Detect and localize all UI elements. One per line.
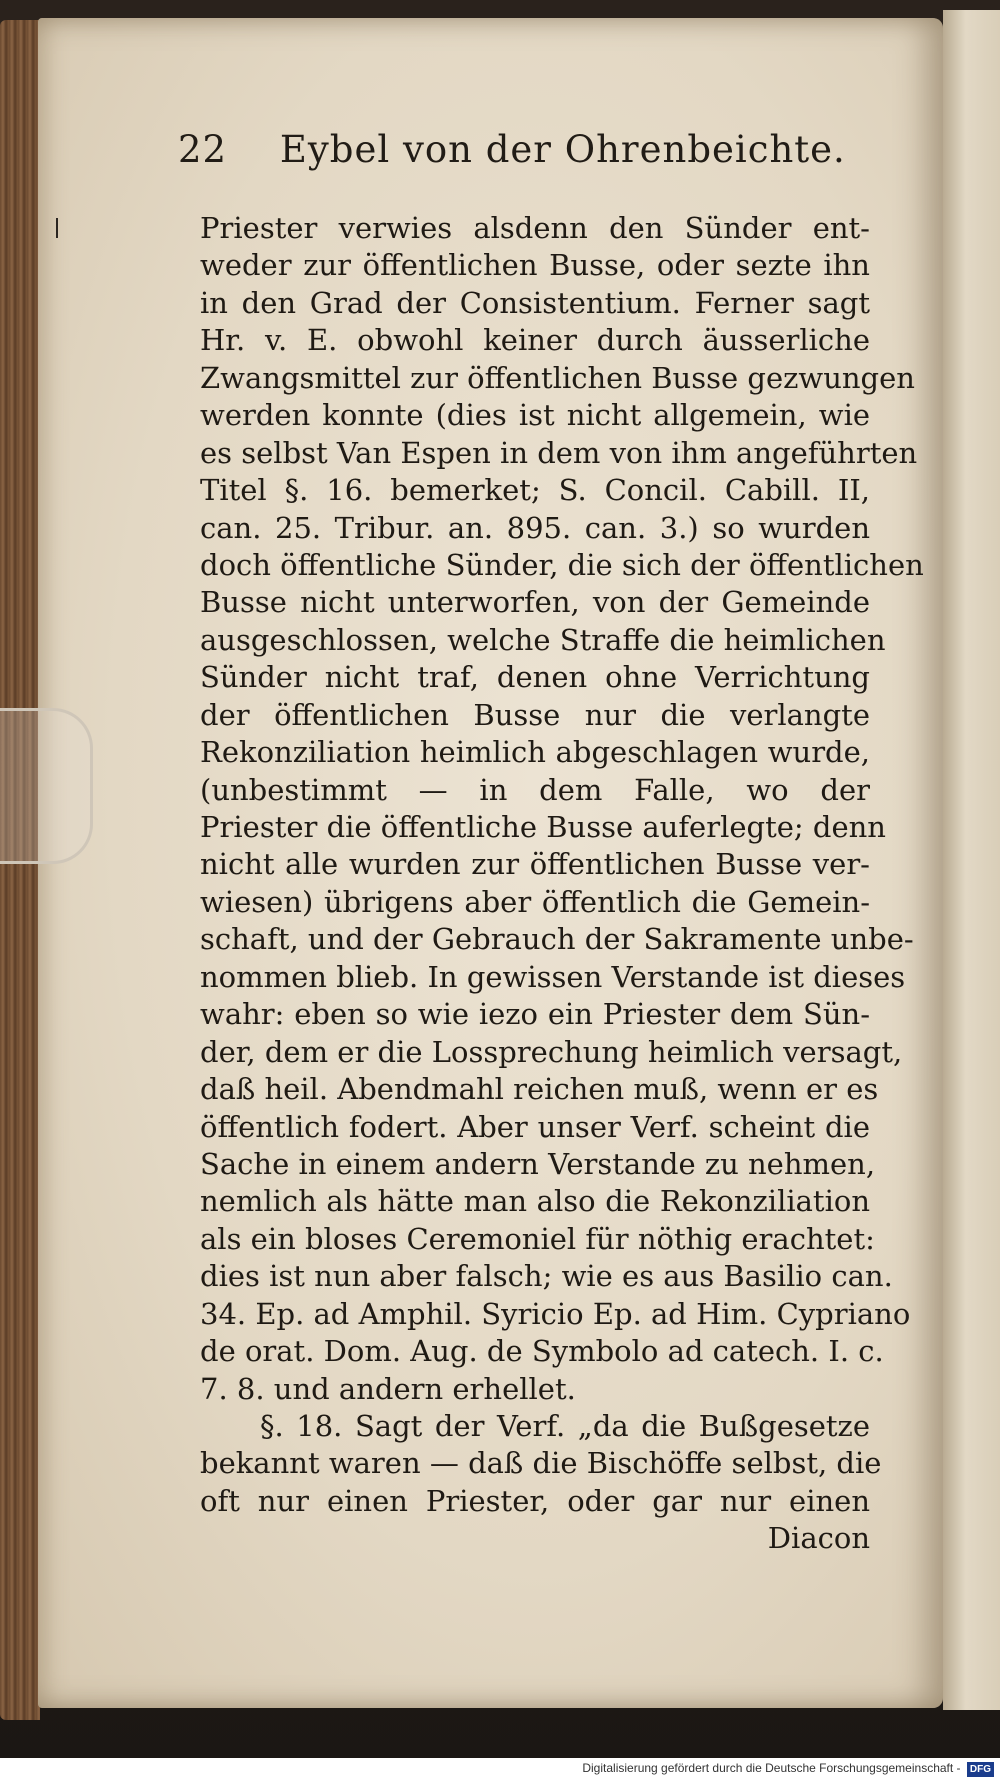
- text-line: 7. 8. und andern erhellet.: [200, 1371, 576, 1406]
- text-line: oft nur einen Priester, oder gar nur einen: [200, 1483, 870, 1518]
- text-line: als ein bloses Ceremoniel für nöthig erachtet:: [200, 1221, 875, 1256]
- text-line: der, dem er die Lossprechung heimlich versagt,: [200, 1034, 903, 1069]
- digitization-footer: [0, 1758, 1000, 1779]
- text-line: doch öffentliche Sünder, die sich der öffentlichen: [200, 547, 924, 582]
- text-line: öffentlich fodert. Aber unser Verf. scheint die: [200, 1109, 870, 1144]
- text-line: Sache in einem andern Verstande zu nehmen,: [200, 1146, 876, 1181]
- text-line: wiesen) übrigens aber öffentlich die Gemein-: [200, 884, 870, 919]
- text-line: (unbestimmt — in dem Falle, wo der: [200, 772, 870, 807]
- text-line: weder zur öffentlichen Busse, oder sezte ihn: [200, 248, 870, 283]
- text-line: werden konnte (dies ist nicht allgemein, wie: [200, 398, 870, 433]
- text-line: Sünder nicht traf, denen ohne Verrichtung: [200, 660, 870, 695]
- text-line: daß heil. Abendmahl reichen muß, wenn er es: [200, 1072, 879, 1107]
- text-line: ausgeschlossen, welche Straffe die heimlichen: [200, 622, 886, 657]
- text-line: Busse nicht unterworfen, von der Gemeinde: [200, 585, 870, 620]
- text-line: nommen blieb. In gewissen Verstande ist dieses: [200, 959, 906, 994]
- text-line: Zwangsmittel zur öffentlichen Busse gezwungen: [200, 360, 915, 395]
- text-line: der öffentlichen Busse nur die verlangte: [200, 697, 870, 732]
- text-line: Priester die öffentliche Busse auferlegte; denn: [200, 810, 886, 844]
- text-line: wahr: eben so wie iezo ein Priester dem Sün-: [200, 997, 870, 1032]
- text-line: es selbst Van Espen in dem von ihm angeführten: [200, 435, 918, 470]
- text-line: schaft, und der Gebrauch der Sakramente unbe-: [200, 922, 914, 957]
- text-line: Rekonziliation heimlich abgeschlagen wurde,: [200, 735, 870, 770]
- margin-mark: [56, 218, 58, 238]
- page-header: [178, 128, 878, 171]
- text-line: Titel §. 16. bemerket; S. Concil. Cabill. II,: [200, 473, 870, 508]
- text-line: 34. Ep. ad Amphil. Syricio Ep. ad Him. Cypriano: [200, 1296, 911, 1331]
- text-line: Priester verwies alsdenn den Sünder ent-: [200, 211, 870, 245]
- dfg-logo: DFG: [967, 1762, 994, 1777]
- text-line: can. 25. Tribur. an. 895. can. 3.) so wurden: [200, 510, 870, 545]
- text-line: nicht alle wurden zur öffentlichen Busse ver-: [200, 847, 870, 882]
- page-clip: [0, 708, 93, 864]
- text-line: Hr. v. E. obwohl keiner durch äusserliche: [200, 323, 870, 358]
- text-line: §. 18. Sagt der Verf. „da die Bußgesetze: [260, 1409, 870, 1443]
- text-line: dies ist nun aber falsch; wie es aus Basilio can.: [200, 1259, 893, 1294]
- body-text: [200, 210, 924, 1558]
- page-number: 22: [178, 128, 228, 171]
- book-edge: [0, 20, 40, 1720]
- text-line: nemlich als hätte man also die Rekonziliation: [200, 1184, 870, 1219]
- text-line: in den Grad der Consistentium. Ferner sagt: [200, 285, 870, 320]
- text-line: bekannt waren — daß die Bischöffe selbst, die: [200, 1446, 882, 1481]
- running-head: Eybel von der Ohrenbeichte.: [279, 128, 846, 171]
- footer-text: Digitalisierung gefördert durch die Deutsche Forschungsgemeinschaft -: [582, 1761, 961, 1775]
- text-line: de orat. Dom. Aug. de Symbolo ad catech. I. c.: [200, 1334, 884, 1369]
- catchword: Diacon: [767, 1521, 870, 1556]
- adjacent-page-edge: [943, 10, 1000, 1710]
